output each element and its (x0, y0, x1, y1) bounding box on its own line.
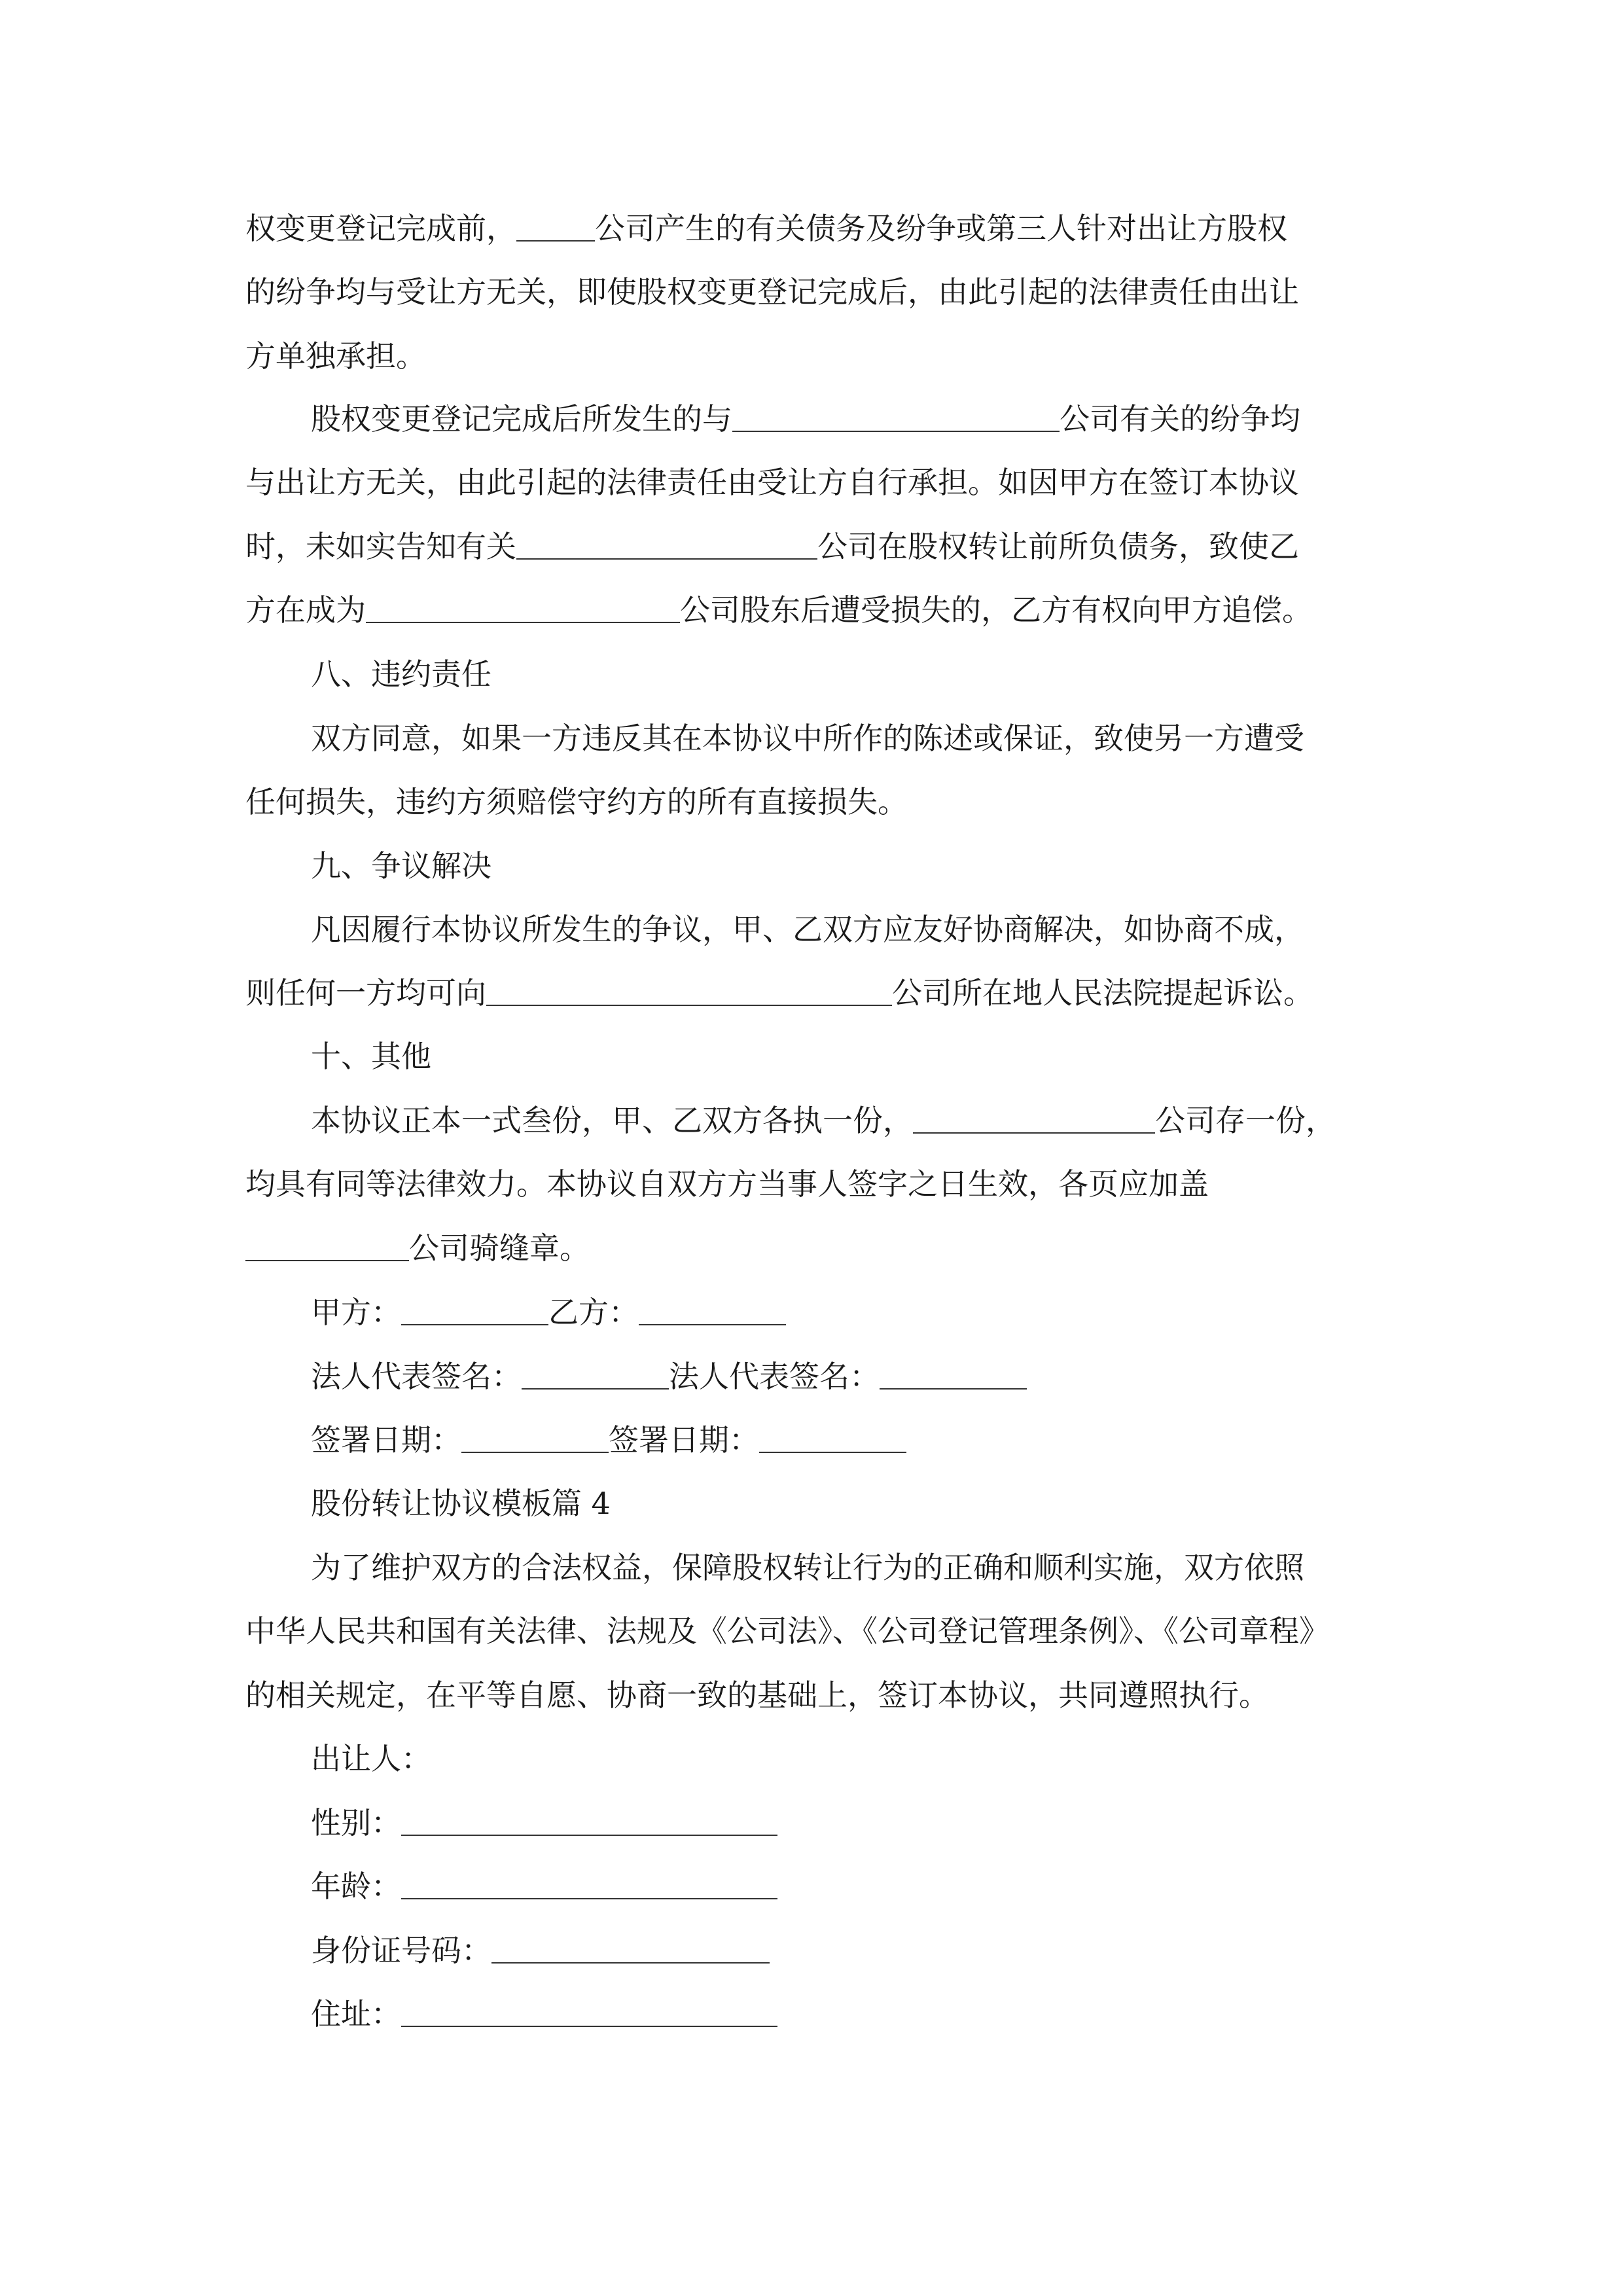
fill-blank (461, 1422, 609, 1453)
paragraph-line: 的相关规定，在平等自愿、协商一致的基础上，签订本协议，共同遵照执行。 (245, 1677, 1269, 1713)
text: 签署日期： (609, 1422, 759, 1458)
section-heading: 十、其他 (311, 1039, 431, 1074)
text: 年龄： (311, 1869, 401, 1904)
text: 方在成为 (245, 592, 366, 628)
paragraph-line (311, 399, 1300, 439)
fill-blank (366, 592, 680, 623)
text: 签署日期： (311, 1422, 461, 1458)
fill-blank (913, 1102, 1155, 1134)
text: 乙方： (548, 1295, 639, 1330)
text: 公司有关的纷争均 (1060, 401, 1300, 437)
paragraph-line (245, 209, 1287, 248)
transferor-label: 出让人： (311, 1741, 431, 1776)
paragraph-line: 均具有同等法律效力。本协议自双方方当事人签字之日生效，各页应加盖 (245, 1166, 1209, 1202)
section-title: 股份转让协议模板篇 4 (311, 1486, 611, 1521)
fill-blank (880, 1358, 1027, 1390)
fill-blank (516, 210, 595, 242)
paragraph-line: 双方同意，如果一方违反其在本协议中所作的陈述或保证，致使另一方遭受 (311, 721, 1304, 756)
text: 公司所在地人民法院提起诉讼。 (892, 975, 1313, 1011)
paragraph-line: 的纷争均与受让方无关，即使股权变更登记完成后，由此引起的法律责任由出让 (245, 274, 1299, 310)
text: 住址： (311, 1996, 401, 2032)
fill-blank (516, 528, 817, 560)
text: 时，未如实告知有关 (245, 529, 516, 564)
text: 性别： (311, 1805, 401, 1840)
address-field (311, 1994, 777, 2034)
text: 本协议正本一式叁份，甲、乙双方各执一份， (311, 1103, 913, 1138)
text: 公司股东后遭受损失的，乙方有权向甲方追偿。 (680, 592, 1312, 628)
paragraph-line (245, 590, 1312, 630)
fill-blank (491, 1932, 770, 1964)
fill-blank (522, 1358, 669, 1390)
fill-blank (732, 401, 1060, 432)
fill-blank (639, 1294, 786, 1325)
text: 权变更登记完成前， (245, 211, 516, 246)
fill-blank (401, 1868, 777, 1899)
fill-blank (401, 1294, 548, 1325)
fill-blank (759, 1422, 906, 1453)
paragraph-line: 任何损失，违约方须赔偿守约方的所有直接损失。 (245, 784, 908, 819)
text: 法人代表签名： (669, 1359, 880, 1394)
text: 公司产生的有关债务及纷争或第三人针对出让方股权 (595, 211, 1287, 246)
section-heading: 八、违约责任 (311, 656, 491, 692)
signature-representative-line (311, 1357, 1027, 1396)
paragraph-line (311, 1101, 1336, 1140)
text: 则任何一方均可向 (245, 975, 486, 1011)
paragraph-line: 凡因履行本协议所发生的争议，甲、乙双方应友好协商解决，如协商不成， (311, 912, 1304, 947)
id-number-field (311, 1931, 770, 1970)
fill-blank (401, 1996, 777, 2027)
text: 股权变更登记完成后所发生的与 (311, 401, 732, 437)
fill-blank (245, 1230, 409, 1261)
paragraph-line: 中华人民共和国有关法律、法规及《公司法》、《公司登记管理条例》、《公司章程》 (245, 1613, 1329, 1649)
paragraph-line: 与出让方无关，由此引起的法律责任由受让方自行承担。如因甲方在签订本协议 (245, 465, 1299, 500)
fill-blank (486, 975, 892, 1006)
paragraph-line: 方单独承担。 (245, 338, 426, 374)
text: 公司骑缝章。 (409, 1230, 590, 1266)
text: 法人代表签名： (311, 1359, 522, 1394)
fill-blank (401, 1804, 777, 1836)
text: 身份证号码： (311, 1933, 491, 1968)
paragraph-line (245, 973, 1313, 1013)
paragraph-line (245, 527, 1299, 566)
text: 公司在股权转让前所负债务，致使乙 (817, 529, 1299, 564)
paragraph-line: 为了维护双方的合法权益，保障股权转让行为的正确和顺利实施，双方依照 (311, 1550, 1304, 1585)
gender-field (311, 1803, 777, 1842)
signature-party-line (311, 1293, 786, 1332)
paragraph-line (245, 1229, 590, 1268)
text: 公司存一份， (1155, 1103, 1336, 1138)
age-field (311, 1867, 777, 1906)
signature-date-line (311, 1420, 906, 1460)
text: 甲方： (311, 1295, 401, 1330)
section-heading: 九、争议解决 (311, 848, 491, 884)
